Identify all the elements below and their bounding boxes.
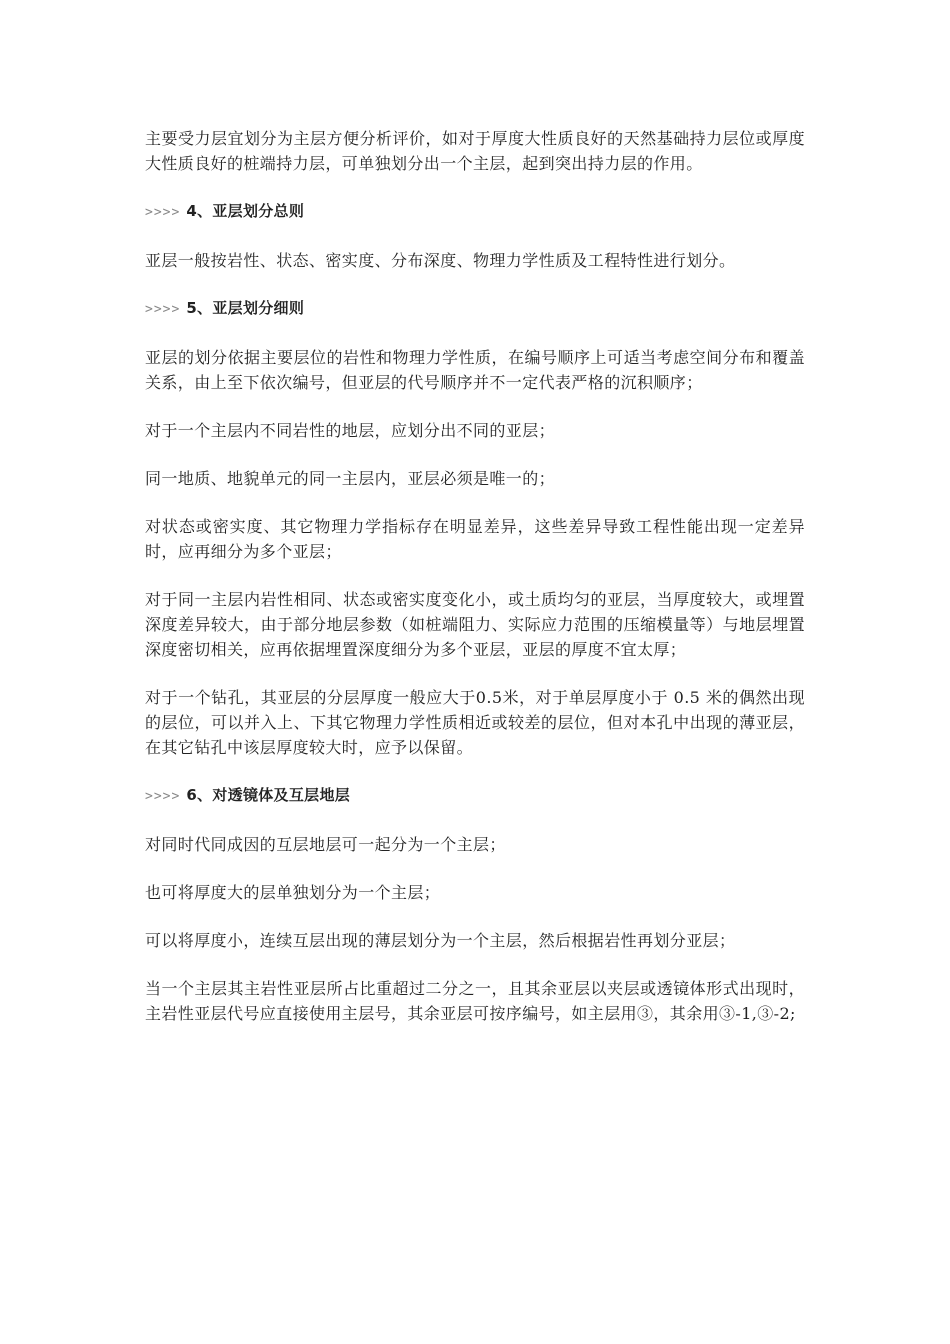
paragraph: 同一地质、地貌单元的同一主层内，亚层必须是唯一的； bbox=[145, 469, 556, 488]
paragraph: 当一个主层其主岩性亚层所占比重超过二分之一，且其余亚层以夹层或透镜体形式出现时，主岩性亚层代号应直接使用主层号，其余亚层可按序编号，如主层用③，其余用③-1,③-2; bbox=[145, 979, 805, 1023]
paragraph: 对于同一主层内岩性相同、状态或密实度变化小，或土质均匀的亚层，当厚度较大，或埋置深度差异较大，由于部分地层参数（如桩端阻力、实际应力范围的压缩模量等）与地层埋置深度密切相关，应再依据埋置深度细分为多个亚层，亚层的厚度不宜太厚； bbox=[145, 590, 805, 659]
heading-marker-icon: >>>> bbox=[145, 302, 181, 317]
paragraph: 对同时代同成因的互层地层可一起分为一个主层； bbox=[145, 835, 506, 854]
heading-text: 5、亚层划分细则 bbox=[186, 299, 305, 317]
heading-text: 4、亚层划分总则 bbox=[186, 202, 305, 220]
section-heading-6 bbox=[145, 783, 805, 809]
section-heading-4 bbox=[145, 199, 805, 225]
document-body bbox=[145, 126, 805, 1049]
heading-marker-icon: >>>> bbox=[145, 205, 181, 220]
paragraph: 主要受力层宜划分为主层方便分析评价，如对于厚度大性质良好的天然基础持力层位或厚度大性质良好的桩端持力层，可单独划分出一个主层，起到突出持力层的作用。 bbox=[145, 129, 805, 173]
section-heading-5 bbox=[145, 296, 805, 322]
heading-marker-icon: >>>> bbox=[145, 789, 181, 804]
paragraph: 对状态或密实度、其它物理力学指标存在明显差异，这些差异导致工程性能出现一定差异时，应再细分为多个亚层； bbox=[145, 517, 805, 561]
heading-text: 6、对透镜体及互层地层 bbox=[186, 786, 351, 804]
paragraph: 对于一个主层内不同岩性的地层，应划分出不同的亚层； bbox=[145, 421, 556, 440]
paragraph: 可以将厚度小，连续互层出现的薄层划分为一个主层，然后根据岩性再划分亚层； bbox=[145, 931, 736, 950]
paragraph: 亚层一般按岩性、状态、密实度、分布深度、物理力学性质及工程特性进行划分。 bbox=[145, 251, 736, 270]
paragraph: 对于一个钻孔，其亚层的分层厚度一般应大于0.5米，对于单层厚度小于 0.5 米的偶然出现的层位，可以并入上、下其它物理力学性质相近或较差的层位，但对本孔中出现的薄亚层，在其它钻孔中该层厚度较大时，应予以保留。 bbox=[145, 688, 805, 757]
paragraph: 亚层的划分依据主要层位的岩性和物理力学性质，在编号顺序上可适当考虑空间分布和覆盖关系，由上至下依次编号，但亚层的代号顺序并不一定代表严格的沉积顺序； bbox=[145, 348, 805, 392]
paragraph: 也可将厚度大的层单独划分为一个主层； bbox=[145, 883, 441, 902]
